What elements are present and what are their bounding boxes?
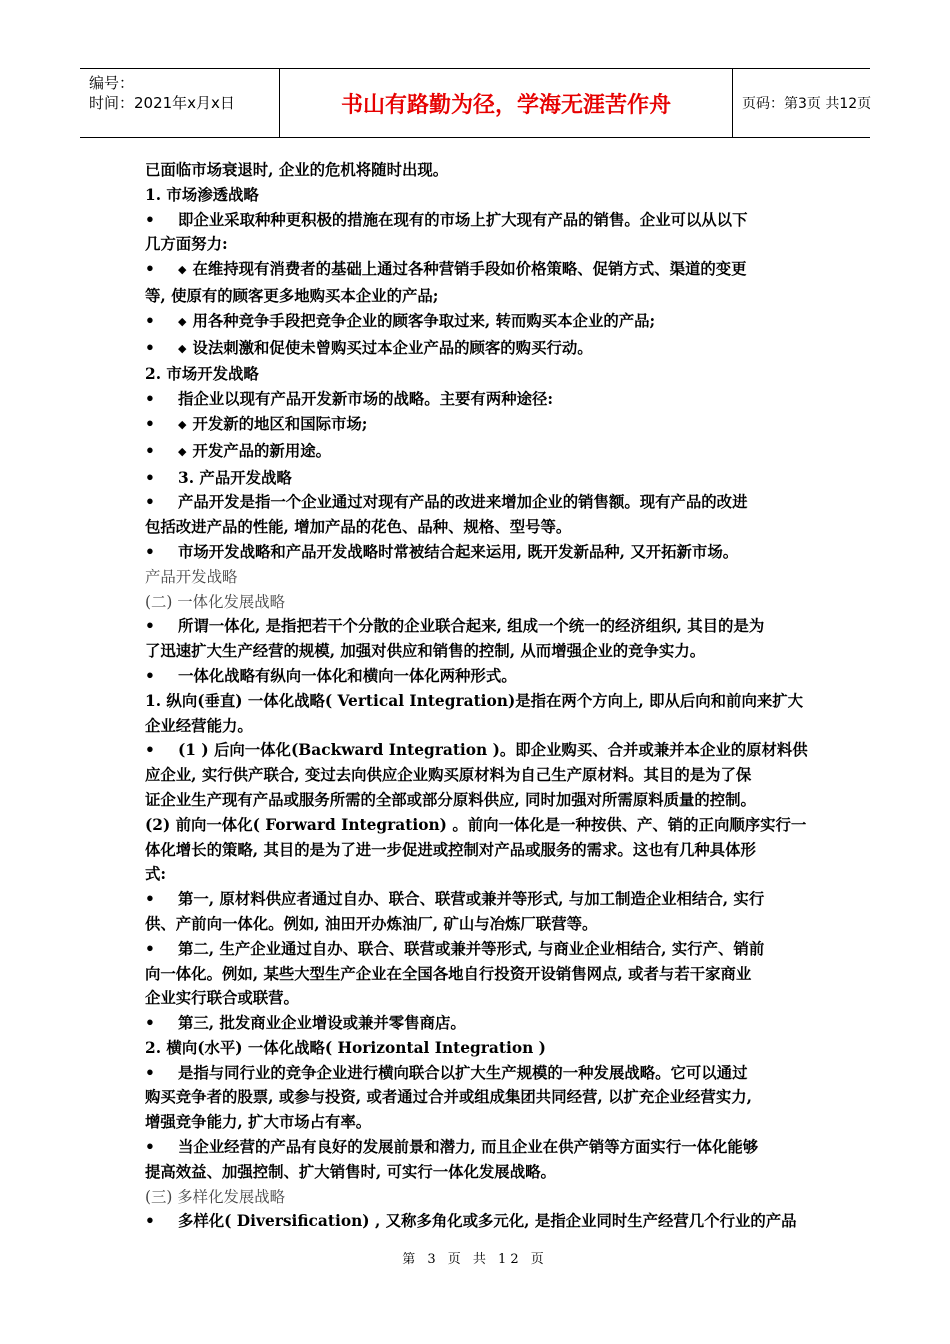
text-line: 几方面努力: <box>145 235 228 254</box>
text-line: 企业实行联合或联营。 <box>145 989 299 1008</box>
bullet-item: • 是指与同行业的竞争企业进行横向联合以扩大生产规模的一种发展战略。它可以通过 <box>145 1061 810 1086</box>
text-line: 等, 使原有的顾客更多地购买本企业的产品; <box>145 286 439 305</box>
bullet-item: • (1 ) 后向一体化(Backward Integration )。即企业购买、合并或兼并本企业的原材料供 <box>145 738 810 763</box>
text-line: 包括改进产品的性能, 增加产品的花色、品种、规格、型号等。 <box>145 518 572 537</box>
bullet-item: • 产品开发是指一个企业通过对现有产品的改进来增加企业的销售额。现有产品的改进 <box>145 490 810 515</box>
bullet-item: • 3. 产品开发战略 <box>145 466 810 491</box>
bullet-item: • 指企业以现有产品开发新市场的战略。主要有两种途径: <box>145 387 810 412</box>
text-line: 购买竞争者的股票, 或参与投资, 或者通过合并或组成集团共同经营, 以扩充企业经营实力, <box>145 1088 752 1107</box>
subsection-label: 产品开发战略 <box>145 567 238 586</box>
text-line: 了迅速扩大生产经营的规模, 加强对供应和销售的控制, 从而增强企业的竞争实力。 <box>145 642 706 661</box>
text-line: 向一体化。例如, 某些大型生产企业在全国各地自行投资开设销售网点, 或者与若干家商业 <box>145 964 752 983</box>
bullet-item: • ◆ 设法刺激和促使未曾购买过本企业产品的顾客的购买行动。 <box>145 336 810 363</box>
text-line: 提高效益、加强控制、扩大销售时, 可实行一体化发展战略。 <box>145 1162 556 1181</box>
diamond-icon: ◆ <box>178 417 187 431</box>
diamond-icon: ◆ <box>178 314 187 328</box>
bullet-item: • 第三, 批发商业企业增设或兼并零售商店。 <box>145 1011 810 1036</box>
header-meta-cell <box>80 69 280 137</box>
subsection-label: (二) 一体化发展战略 <box>145 592 286 611</box>
section-heading: 1. 纵向(垂直) 一体化战略( Vertical Integration)是指在两个方向上, 即从后向和前向来扩大 <box>145 691 804 710</box>
bullet-item: • ◆ 开发产品的新用途。 <box>145 439 810 466</box>
page-footer: 第 3 页 共 12 页 <box>402 1252 548 1267</box>
diamond-icon: ◆ <box>178 263 187 277</box>
section-heading: 2. 市场开发战略 <box>145 365 259 384</box>
bullet-item: • 市场开发战略和产品开发战略时常被结合起来运用, 既开发新品种, 又开拓新市场。 <box>145 540 810 565</box>
text-line: 应企业, 实行供产联合, 变过去向供应企业购买原材料为自己生产原材料。其目的是为了保 <box>145 766 752 785</box>
bullet-item: • 即企业采取种种更积极的措施在现有的市场上扩大现有产品的销售。企业可以从以下 <box>145 208 810 233</box>
text-line: 证企业生产现有产品或服务所需的全部或部分原料供应, 同时加强对所需原料质量的控制。 <box>145 790 756 809</box>
text-line: 体化增长的策略, 其目的是为了进一步促进或控制对产品或服务的需求。这也有几种具体形 <box>145 840 756 859</box>
bullet-item: • 所谓一体化, 是指把若干个分散的企业联合起来, 组成一个统一的经济组织, 其目的是为 <box>145 614 810 639</box>
bullet-item: • 当企业经营的产品有良好的发展前景和潜力, 而且企业在供产销等方面实行一体化能够 <box>145 1135 810 1160</box>
bullet-item: • ◆ 在维持现有消费者的基础上通过各种营销手段如价格策略、促销方式、渠道的变更 <box>145 257 810 284</box>
text-line: 式: <box>145 865 167 884</box>
document-header <box>80 68 870 138</box>
diamond-icon: ◆ <box>178 444 187 458</box>
text-line: 已面临市场衰退时, 企业的危机将随时出现。 <box>145 161 449 179</box>
document-body <box>145 158 810 1234</box>
text-line: 供、产前向一体化。例如, 油田开办炼油厂, 矿山与冶炼厂联营等。 <box>145 914 598 933</box>
bullet-item: • 第二, 生产企业通过自办、联合、联营或兼并等形式, 与商业企业相结合, 实行产、销前 <box>145 937 810 962</box>
diamond-icon: ◆ <box>178 341 187 355</box>
bullet-item: • 第一, 原材料供应者通过自办、联合、联营或兼并等形式, 与加工制造企业相结合, 实行 <box>145 887 810 912</box>
bullet-item: • ◆ 用各种竞争手段把竞争企业的顾客争取过来, 转而购买本企业的产品; <box>145 309 810 336</box>
text-line: 企业经营能力。 <box>145 716 253 735</box>
bullet-item: • 多样化( Diversification) , 又称多角化或多元化, 是指企业同时生产经营几个行业的产品 <box>145 1209 810 1234</box>
text-line: (2) 前向一体化( Forward Integration) 。前向一体化是一种按供、产、销的正向顺序实行一 <box>145 815 807 834</box>
bullet-item: • 一体化战略有纵向一体化和横向一体化两种形式。 <box>145 664 810 689</box>
bullet-item: • ◆ 开发新的地区和国际市场; <box>145 412 810 439</box>
header-page-info: 页码：第3页 共12页 <box>742 96 872 112</box>
header-motto: 书山有路勤为径，学海无涯苦作舟 <box>280 69 733 137</box>
section-heading: 2. 横向(水平) 一体化战略( Horizontal Integration ) <box>145 1038 546 1057</box>
text-line: 增强竞争能力, 扩大市场占有率。 <box>145 1113 372 1132</box>
subsection-label: (三) 多样化发展战略 <box>145 1187 286 1206</box>
document-time-label: 时间：2021年x月x日 <box>89 94 235 112</box>
document-number-label: 编号： <box>89 74 135 92</box>
section-heading: 1. 市场渗透战略 <box>145 185 259 204</box>
